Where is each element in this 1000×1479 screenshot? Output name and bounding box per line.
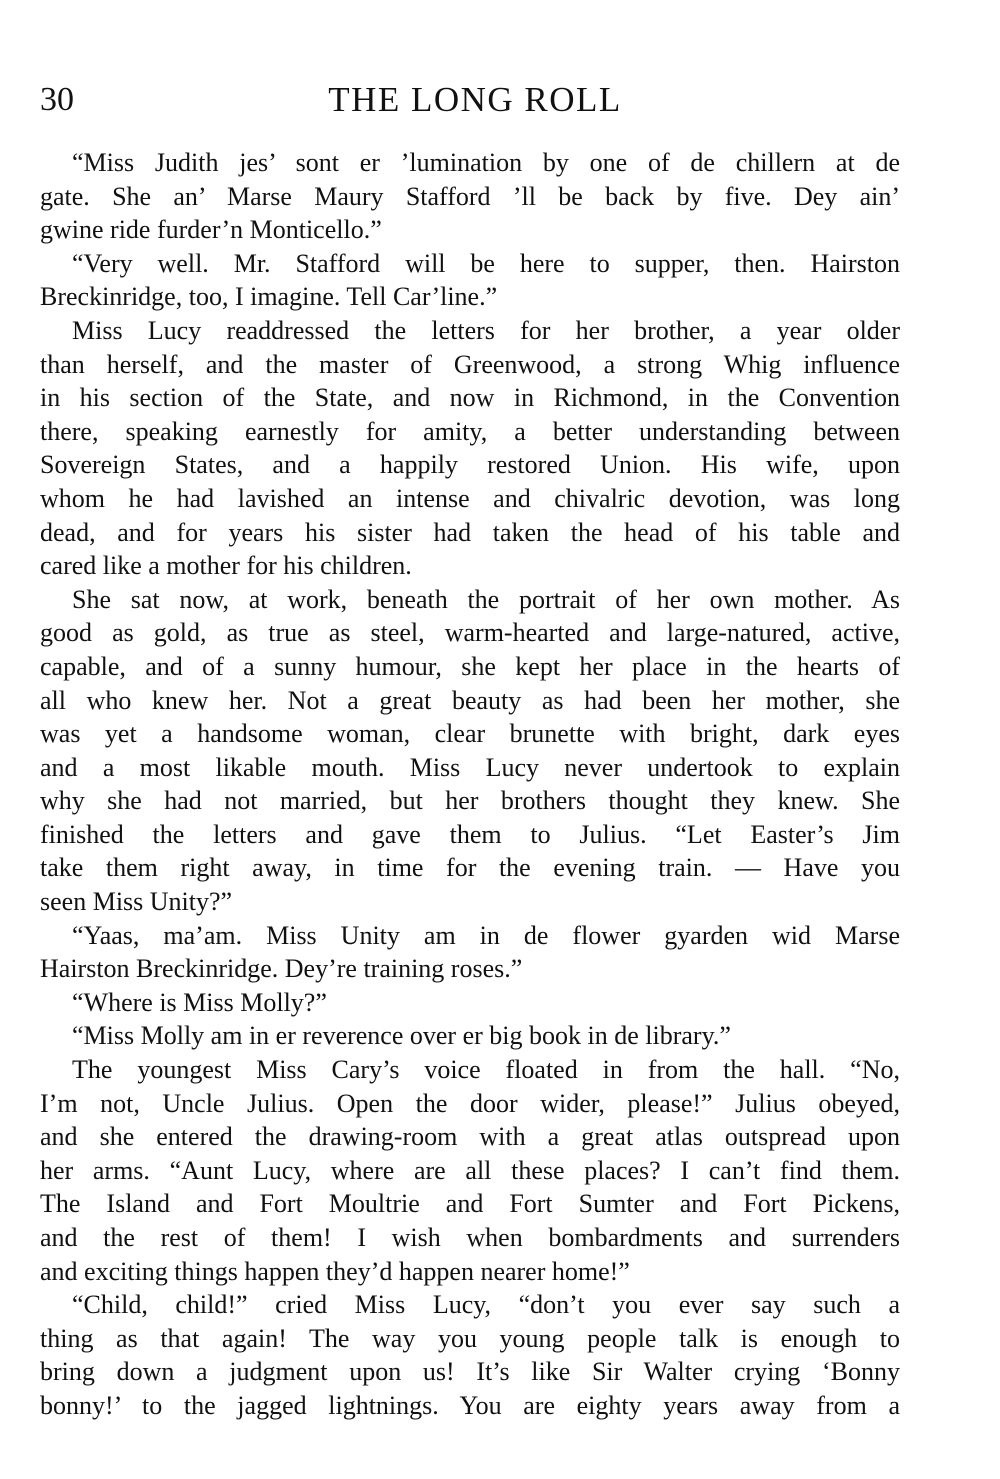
text-line: all who knew her. Not a great beauty as had been her mother, she bbox=[40, 685, 900, 715]
text-line: and exciting things happen they’d happen nearer home!” bbox=[40, 1256, 630, 1286]
text-line: thing as that again! The way you young people talk is enough to bbox=[40, 1323, 900, 1353]
page-number: 30 bbox=[40, 81, 74, 118]
text-line: why she had not married, but her brothers thought they knew. She bbox=[40, 786, 900, 816]
text-line: in his section of the State, and now in Richmond, in the Convention bbox=[40, 383, 900, 413]
text-line: The Island and Fort Moultrie and Fort Sumter and Fort Pickens, bbox=[40, 1189, 900, 1219]
text-line: “Miss Molly am in er reverence over er big book in de library.” bbox=[72, 1021, 731, 1051]
text-line: Miss Lucy readdressed the letters for her brother, a year older bbox=[72, 315, 900, 345]
text-line: “Very well. Mr. Stafford will be here to supper, then. Hairston bbox=[72, 248, 900, 278]
text-line: gate. She an’ Marse Maury Stafford ’ll be back by five. Dey ain’ bbox=[40, 181, 900, 211]
text-line: finished the letters and gave them to Julius. “Let Easter’s Jim bbox=[40, 819, 900, 849]
text-line: seen Miss Unity?” bbox=[40, 887, 233, 917]
text-line: there, speaking earnestly for amity, a better understanding between bbox=[40, 416, 900, 446]
text-line: and the rest of them! I wish when bombardments and surrenders bbox=[40, 1223, 900, 1252]
text-line: than herself, and the master of Greenwood, a strong Whig influence bbox=[40, 349, 900, 379]
text-line: “Where is Miss Molly?” bbox=[72, 987, 327, 1017]
text-line: and she entered the drawing-room with a great atlas outspread upon bbox=[40, 1122, 900, 1152]
text-line: The youngest Miss Cary’s voice floated in from the hall. “No, bbox=[72, 1055, 900, 1085]
text-line: good as gold, as true as steel, warm-hearted and large-natured, active, bbox=[40, 618, 900, 648]
text-line: was yet a handsome woman, clear brunette with bright, dark eyes bbox=[40, 719, 900, 749]
text-line: I’m not, Uncle Julius. Open the door wider, please!” Julius obeyed, bbox=[40, 1088, 900, 1118]
text-line: “Yaas, ma’am. Miss Unity am in de flower gyarden wid Marse bbox=[72, 920, 900, 950]
running-title: THE LONG ROLL bbox=[328, 80, 622, 119]
text-line: whom he had lavished an intense and chivalric devotion, was long bbox=[40, 483, 900, 513]
text-line: She sat now, at work, beneath the portrait of her own mother. As bbox=[72, 584, 900, 614]
text-line: “Miss Judith jes’ sont er ’lumination by one of de chillern at de bbox=[72, 148, 900, 177]
text-line: bring down a judgment upon us! It’s like Sir Walter crying ‘Bonny bbox=[40, 1357, 900, 1387]
text-line: cared like a mother for his children. bbox=[40, 551, 412, 581]
text-line: “Child, child!” cried Miss Lucy, “don’t you ever say such a bbox=[72, 1290, 900, 1320]
body-text bbox=[40, 146, 900, 1423]
text-line: capable, and of a sunny humour, she kept her place in the hearts of bbox=[40, 651, 900, 681]
text-line: and a most likable mouth. Miss Lucy never undertook to explain bbox=[40, 752, 900, 782]
text-line: gwine ride furder’n Monticello.” bbox=[40, 215, 382, 245]
text-line: Hairston Breckinridge. Dey’re training roses.” bbox=[40, 954, 523, 984]
text-line: Breckinridge, too, I imagine. Tell Car’line.” bbox=[40, 282, 498, 312]
text-line: take them right away, in time for the evening train. — Have you bbox=[40, 853, 900, 883]
text-line: Sovereign States, and a happily restored Union. His wife, upon bbox=[40, 450, 900, 480]
page-header bbox=[40, 76, 910, 124]
text-line: dead, and for years his sister had taken the head of his table and bbox=[40, 517, 900, 547]
text-line: bonny!’ to the jagged lightnings. You are eighty years away from a bbox=[40, 1390, 900, 1420]
text-line: her arms. “Aunt Lucy, where are all these places? I can’t find them. bbox=[40, 1155, 900, 1185]
